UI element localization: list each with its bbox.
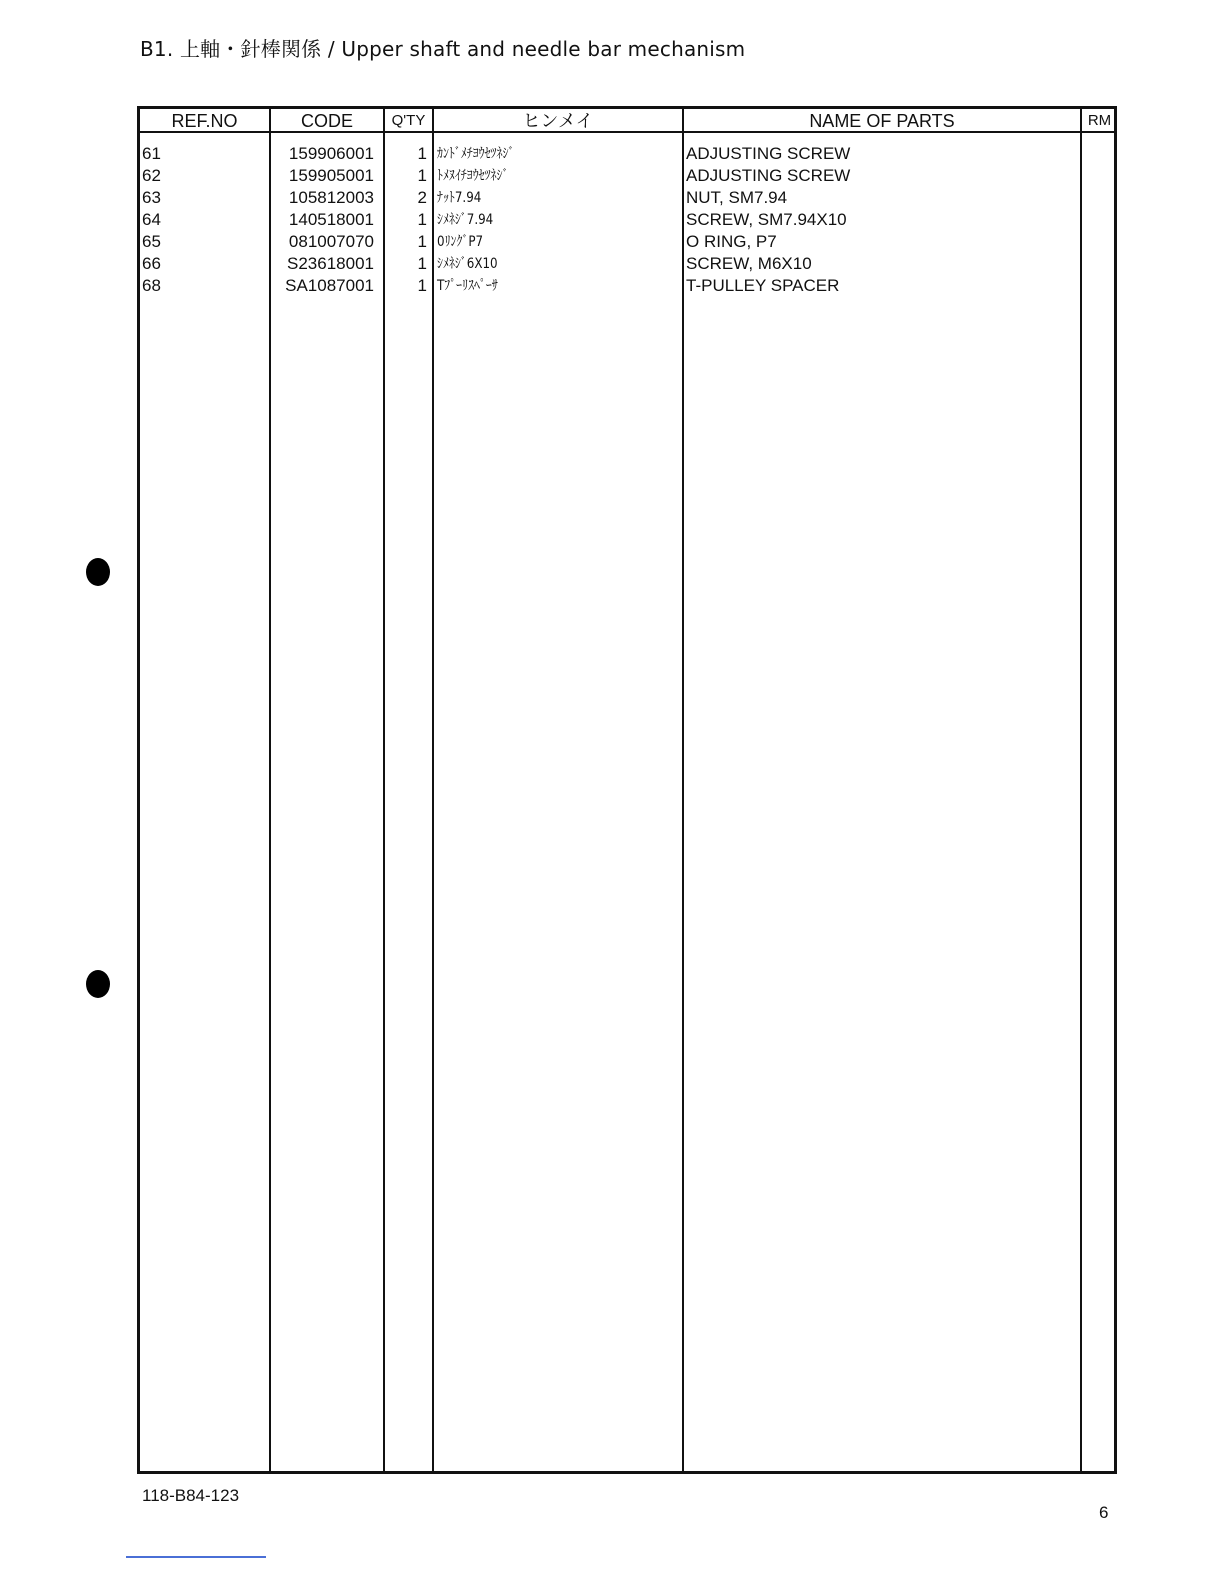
code-cell: S23618001 bbox=[287, 254, 374, 273]
table-row bbox=[140, 143, 1114, 165]
code-cell: 140518001 bbox=[288, 210, 374, 229]
qty-cell: 2 bbox=[417, 188, 427, 207]
table-row bbox=[140, 187, 1114, 209]
ref-no-cell: 63 bbox=[142, 188, 161, 207]
code-cell: 159906001 bbox=[288, 144, 374, 163]
part-name-cell: NUT, SM7.94 bbox=[686, 188, 788, 207]
kana-cell: Tﾌﾟｰﾘｽﾍﾟｰｻ bbox=[437, 278, 498, 294]
link-underline bbox=[126, 1556, 266, 1558]
header-kana: ヒンメイ bbox=[522, 111, 594, 131]
part-name-cell: ADJUSTING SCREW bbox=[686, 166, 851, 185]
header-qty: Q'TY bbox=[391, 112, 426, 129]
column-divider bbox=[1080, 109, 1082, 1471]
column-divider bbox=[432, 109, 434, 1471]
part-name-cell: SCREW, SM7.94X10 bbox=[686, 210, 847, 229]
code-cell: 105812003 bbox=[288, 188, 374, 207]
ref-no-cell: 62 bbox=[142, 166, 161, 185]
table-row bbox=[140, 253, 1114, 275]
header-code: CODE bbox=[300, 111, 353, 131]
qty-cell: 1 bbox=[417, 144, 427, 163]
ref-no-cell: 64 bbox=[142, 210, 161, 229]
ref-no-cell: 65 bbox=[142, 232, 161, 251]
parts-table bbox=[137, 106, 1117, 1474]
part-name-cell: T-PULLEY SPACER bbox=[686, 276, 840, 295]
punch-hole bbox=[86, 970, 110, 998]
document-code: 118-B84-123 bbox=[142, 1486, 240, 1505]
column-divider bbox=[269, 109, 271, 1471]
part-name-cell: ADJUSTING SCREW bbox=[686, 144, 851, 163]
kana-cell: ﾄﾒﾇｲﾁﾖｳｾﾂﾈｼﾞ bbox=[437, 168, 509, 184]
header-ref-no: REF.NO bbox=[171, 111, 238, 131]
qty-cell: 1 bbox=[417, 232, 427, 251]
table-row bbox=[140, 165, 1114, 187]
page-title: B1. 上軸・針棒関係 / Upper shaft and needle bar mechanism bbox=[140, 37, 746, 61]
ref-no-cell: 61 bbox=[142, 144, 161, 163]
column-divider bbox=[682, 109, 684, 1471]
qty-cell: 1 bbox=[417, 276, 427, 295]
column-divider bbox=[383, 109, 385, 1471]
code-cell: SA1087001 bbox=[285, 276, 374, 295]
part-name-cell: SCREW, M6X10 bbox=[686, 254, 812, 273]
table-row bbox=[140, 275, 1114, 297]
qty-cell: 1 bbox=[417, 210, 427, 229]
part-name-cell: O RING, P7 bbox=[686, 232, 777, 251]
qty-cell: 1 bbox=[417, 166, 427, 185]
table-row bbox=[140, 231, 1114, 253]
punch-hole bbox=[86, 558, 110, 586]
page-number: 6 bbox=[1099, 1503, 1109, 1522]
kana-cell: ｼﾒﾈｼﾞ7.94 bbox=[437, 212, 494, 228]
code-cell: 081007070 bbox=[288, 232, 374, 251]
header-rm: RM bbox=[1087, 112, 1112, 129]
kana-cell: ｼﾒﾈｼﾞ6X10 bbox=[437, 256, 498, 272]
kana-cell: ﾅｯﾄ7.94 bbox=[437, 190, 482, 206]
qty-cell: 1 bbox=[417, 254, 427, 273]
kana-cell: ｶﾝﾄﾞﾒﾁﾖｳｾﾂﾈｼﾞ bbox=[437, 146, 515, 162]
kana-cell: 0ﾘﾝｸﾞP7 bbox=[437, 234, 484, 250]
ref-no-cell: 66 bbox=[142, 254, 161, 273]
header-name-of-parts: NAME OF PARTS bbox=[809, 111, 955, 131]
header-divider bbox=[140, 131, 1114, 133]
table-row bbox=[140, 209, 1114, 231]
ref-no-cell: 68 bbox=[142, 276, 161, 295]
code-cell: 159905001 bbox=[288, 166, 374, 185]
